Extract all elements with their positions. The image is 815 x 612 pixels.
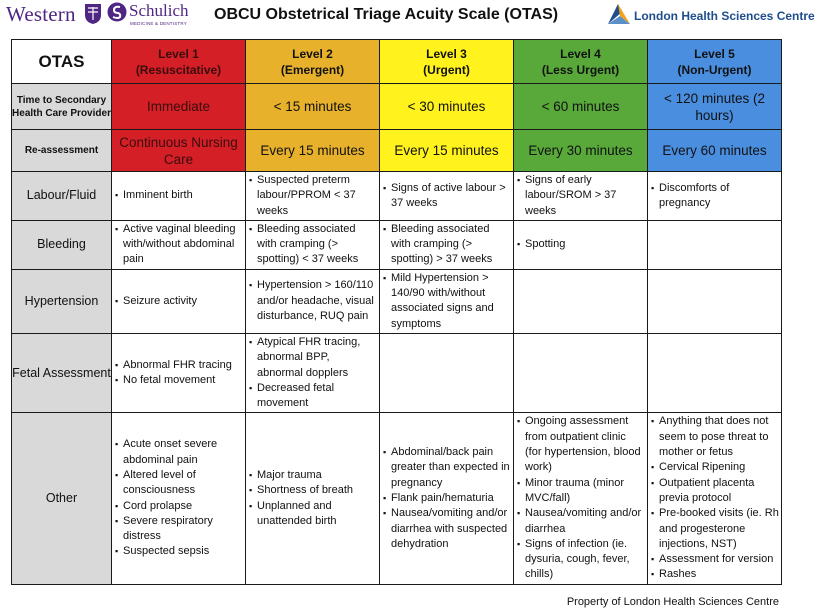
criteria-cell-level-5: [648, 413, 782, 584]
reassessment-row-label: Re-assessment: [12, 130, 112, 172]
criteria-row-label: Hypertension: [12, 269, 112, 333]
criteria-cell-level-2: [246, 220, 380, 269]
criteria-item: ▪ Mild Hypertension > 140/90 with/without associated signs and symptoms: [384, 271, 511, 332]
time-row: [12, 84, 782, 130]
criteria-item: ▪ Outpatient placenta previa protocol: [652, 476, 779, 507]
criteria-item: ▪ No fetal movement: [116, 373, 243, 388]
criteria-item: ▪ Discomforts of pregnancy: [652, 181, 779, 212]
level-name: Level 1: [158, 46, 199, 61]
criteria-item: ▪ Altered level of consciousness: [116, 468, 243, 499]
criteria-item: ▪ Nausea/vomiting and/or diarrhea: [518, 506, 645, 537]
criteria-cell-level-4: [514, 220, 648, 269]
level-name: Level 4: [560, 46, 601, 61]
criteria-list: [116, 437, 243, 559]
criteria-cell-level-2: [246, 172, 380, 221]
criteria-item: ▪ Minor trauma (minor MVC/fall): [518, 476, 645, 507]
criteria-row-label: Other: [12, 413, 112, 584]
criteria-list: [250, 468, 377, 529]
criteria-cell-level-4: [514, 333, 648, 412]
level-header-row: [12, 40, 782, 84]
criteria-item: ▪ Hypertension > 160/110 and/or headache, visual disturbance, RUQ pain: [250, 278, 377, 324]
criteria-cell-level-3: [380, 172, 514, 221]
criteria-item: ▪ Unplanned and unattended birth: [250, 499, 377, 530]
criteria-item: ▪ Ongoing assessment from outpatient clinic (for hypertension, blood work): [518, 414, 645, 475]
criteria-cell-level-2: [246, 269, 380, 333]
header: [0, 0, 815, 34]
reassess-level-5: Every 60 minutes: [648, 130, 782, 172]
schulich-name: Schulich: [129, 1, 189, 20]
criteria-item: ▪ Cervical Ripening: [652, 460, 779, 475]
criteria-item: ▪ Bleeding associated with cramping (> spotting) > 37 weeks: [384, 222, 511, 268]
criteria-item: ▪ Rashes: [652, 567, 779, 582]
criteria-cell-level-5: [648, 220, 782, 269]
criteria-list: [652, 181, 779, 212]
criteria-list: [116, 358, 243, 389]
criteria-item: ▪ Pre-booked visits (ie. Rh and progesterone injections, NST): [652, 506, 779, 552]
criteria-row-label: Labour/Fluid: [12, 172, 112, 221]
level-3-header: [380, 40, 514, 84]
otas-table: [11, 39, 782, 585]
criteria-item: ▪ Suspected sepsis: [116, 544, 243, 559]
criteria-row: [12, 220, 782, 269]
level-4-header: [514, 40, 648, 84]
criteria-list: [250, 278, 377, 324]
criteria-item: ▪ Acute onset severe abdominal pain: [116, 437, 243, 468]
criteria-cell-level-4: [514, 172, 648, 221]
level-2-header: [246, 40, 380, 84]
criteria-item: ▪ Spotting: [518, 237, 645, 252]
criteria-row: [12, 172, 782, 221]
time-level-2: < 15 minutes: [246, 84, 380, 130]
criteria-list: [518, 173, 645, 219]
western-logo: Western: [6, 2, 76, 26]
criteria-row-label: Fetal Assessment: [12, 333, 112, 412]
criteria-item: ▪ Suspected preterm labour/PPROM < 37 weeks: [250, 173, 377, 219]
criteria-cell-level-4: [514, 413, 648, 584]
criteria-item: ▪ Severe respiratory distress: [116, 514, 243, 545]
criteria-cell-level-3: [380, 220, 514, 269]
criteria-item: ▪ Flank pain/hematuria: [384, 491, 511, 506]
criteria-cell-level-1: [112, 413, 246, 584]
criteria-item: ▪ Decreased fetal movement: [250, 381, 377, 412]
time-level-3: < 30 minutes: [380, 84, 514, 130]
criteria-cell-level-3: [380, 413, 514, 584]
time-level-5: < 120 minutes (2 hours): [648, 84, 782, 130]
level-5-header: [648, 40, 782, 84]
criteria-item: ▪ Shortness of breath: [250, 483, 377, 498]
criteria-cell-level-4: [514, 269, 648, 333]
criteria-item: ▪ Active vaginal bleeding with/without abdominal pain: [116, 222, 243, 268]
criteria-item: ▪ Anything that does not seem to pose threat to mother or fetus: [652, 414, 779, 460]
criteria-item: ▪ Abnormal FHR tracing: [116, 358, 243, 373]
schulich-mark-icon: [107, 1, 127, 23]
criteria-cell-level-2: [246, 413, 380, 584]
criteria-cell-level-3: [380, 333, 514, 412]
criteria-row: [12, 269, 782, 333]
criteria-list: [518, 414, 645, 582]
page-title: OBCU Obstetrical Triage Acuity Scale (OTAS): [214, 6, 559, 23]
criteria-cell-level-1: [112, 269, 246, 333]
criteria-item: ▪ Signs of infection (ie. dysuria, cough, fever, chills): [518, 537, 645, 583]
reassess-level-2: Every 15 minutes: [246, 130, 380, 172]
criteria-cell-level-1: [112, 172, 246, 221]
criteria-item: ▪ Signs of early labour/SROM > 37 weeks: [518, 173, 645, 219]
criteria-cell-level-5: [648, 333, 782, 412]
level-label: (Non-Urgent): [677, 62, 752, 77]
footer: Property of London Health Sciences Centre: [566, 596, 779, 608]
level-name: Level 3: [426, 46, 467, 61]
criteria-item: ▪ Imminent birth: [116, 188, 243, 203]
criteria-list: [384, 271, 511, 332]
criteria-item: ▪ Assessment for version: [652, 552, 779, 567]
reassess-level-3: Every 15 minutes: [380, 130, 514, 172]
criteria-row: [12, 333, 782, 412]
criteria-item: ▪ Bleeding associated with cramping (> spotting) < 37 weeks: [250, 222, 377, 268]
criteria-list: [250, 335, 377, 411]
criteria-item: ▪ Abdominal/back pain greater than expected in pregnancy: [384, 445, 511, 491]
level-name: Level 5: [694, 46, 735, 61]
criteria-list: [116, 222, 243, 268]
reassess-level-4: Every 30 minutes: [514, 130, 648, 172]
level-label: (Emergent): [280, 62, 345, 77]
criteria-list: [116, 294, 243, 309]
level-label: (Less Urgent): [541, 62, 620, 77]
time-row-label: Time to Secondary Health Care Provider: [12, 84, 112, 130]
time-level-4: < 60 minutes: [514, 84, 648, 130]
criteria-row: [12, 413, 782, 584]
criteria-item: ▪ Cord prolapse: [116, 499, 243, 514]
level-label: (Urgent): [423, 62, 470, 77]
otas-corner: OTAS: [12, 40, 112, 84]
criteria-list: [652, 414, 779, 582]
western-crest-icon: [84, 3, 102, 25]
criteria-list: [250, 173, 377, 219]
level-1-header: [112, 40, 246, 84]
time-level-1: Immediate: [112, 84, 246, 130]
criteria-cell-level-2: [246, 333, 380, 412]
criteria-cell-level-3: [380, 269, 514, 333]
lhsc-name: London Health Sciences Centre: [634, 9, 815, 23]
lhsc-mark-icon: [606, 2, 632, 26]
criteria-item: ▪ Signs of active labour > 37 weeks: [384, 181, 511, 212]
criteria-cell-level-5: [648, 172, 782, 221]
criteria-list: [250, 222, 377, 268]
criteria-list: [518, 237, 645, 252]
criteria-cell-level-1: [112, 220, 246, 269]
criteria-list: [116, 188, 243, 203]
criteria-cell-level-5: [648, 269, 782, 333]
level-name: Level 2: [292, 46, 333, 61]
reassess-level-1: Continuous Nursing Care: [112, 130, 246, 172]
reassessment-row: [12, 130, 782, 172]
criteria-list: [384, 222, 511, 268]
criteria-cell-level-1: [112, 333, 246, 412]
criteria-item: ▪ Seizure activity: [116, 294, 243, 309]
schulich-subtitle: MEDICINE & DENTISTRY: [130, 21, 187, 26]
criteria-item: ▪ Atypical FHR tracing, abnormal BPP, abnormal dopplers: [250, 335, 377, 381]
criteria-item: ▪ Nausea/vomiting and/or diarrhea with suspected dehydration: [384, 506, 511, 552]
criteria-list: [384, 181, 511, 212]
criteria-row-label: Bleeding: [12, 220, 112, 269]
criteria-list: [384, 445, 511, 552]
criteria-item: ▪ Major trauma: [250, 468, 377, 483]
level-label: (Resuscitative): [135, 62, 222, 77]
